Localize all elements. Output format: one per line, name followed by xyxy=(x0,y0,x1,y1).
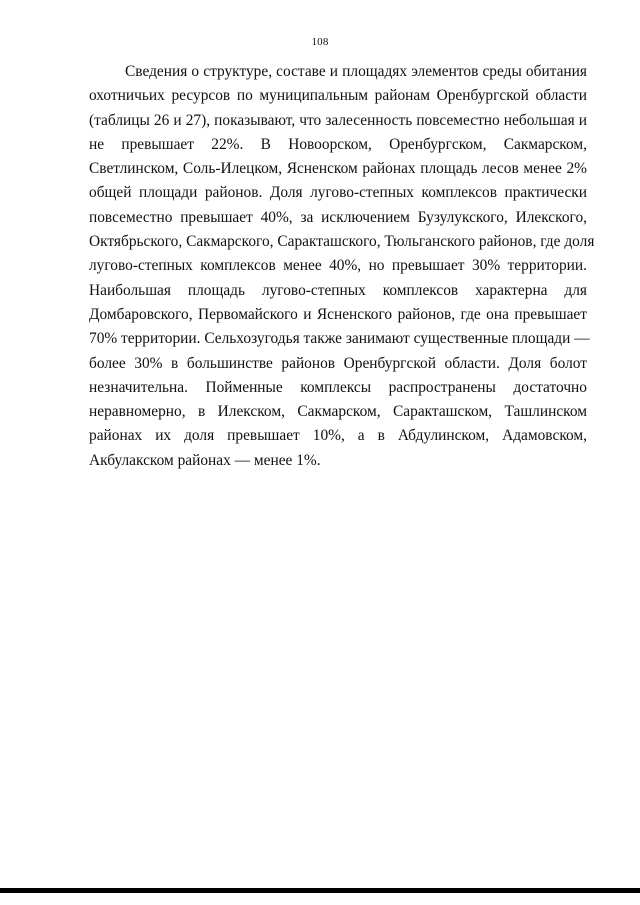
text-line: районах их доля превышает 10%, а в Абдулинском, Адамовском, xyxy=(89,427,587,445)
bottom-border-rule xyxy=(0,888,640,893)
text-line: повсеместно превышает 40%, за исключением Бузулукского, Илекского, xyxy=(89,208,587,226)
text-line: лугово-степных комплексов менее 40%, но превышает 30% территории. xyxy=(89,257,587,275)
text-line: общей площади районов. Доля лугово-степных комплексов практически xyxy=(89,184,587,202)
text-line: Домбаровского, Первомайского и Ясненского районов, где она превышает xyxy=(89,305,587,323)
text-line: охотничьих ресурсов по муниципальным районам Оренбургской области xyxy=(89,87,587,105)
body-paragraph xyxy=(89,60,595,473)
text-line: не превышает 22%. В Новоорском, Оренбургском, Сакмарском, xyxy=(89,135,587,153)
text-line: более 30% в большинстве районов Оренбургской области. Доля болот xyxy=(89,354,587,372)
text-line: неравномерно, в Илекском, Сакмарском, Саракташском, Ташлинском xyxy=(89,403,587,421)
text-line: Светлинском, Соль-Илецком, Ясненском районах площадь лесов менее 2% xyxy=(89,160,587,178)
text-line: (таблицы 26 и 27), показывают, что залесенность повсеместно небольшая и xyxy=(89,111,587,129)
text-line: 70% территории. Сельхозугодья также занимают существенные площади — xyxy=(89,330,590,348)
text-line: Октябрьского, Сакмарского, Саракташского, Тюльганского районов, где доля xyxy=(89,233,595,251)
page-number: 108 xyxy=(311,36,329,48)
text-line-last: Акбулакском районах — менее 1%. xyxy=(89,451,321,469)
text-line: Сведения о структуре, составе и площадях элементов среды обитания xyxy=(125,63,587,80)
text-line: Наибольшая площадь лугово-степных комплексов характерна для xyxy=(89,281,587,299)
text-line: незначительна. Пойменные комплексы распространены достаточно xyxy=(89,378,587,396)
